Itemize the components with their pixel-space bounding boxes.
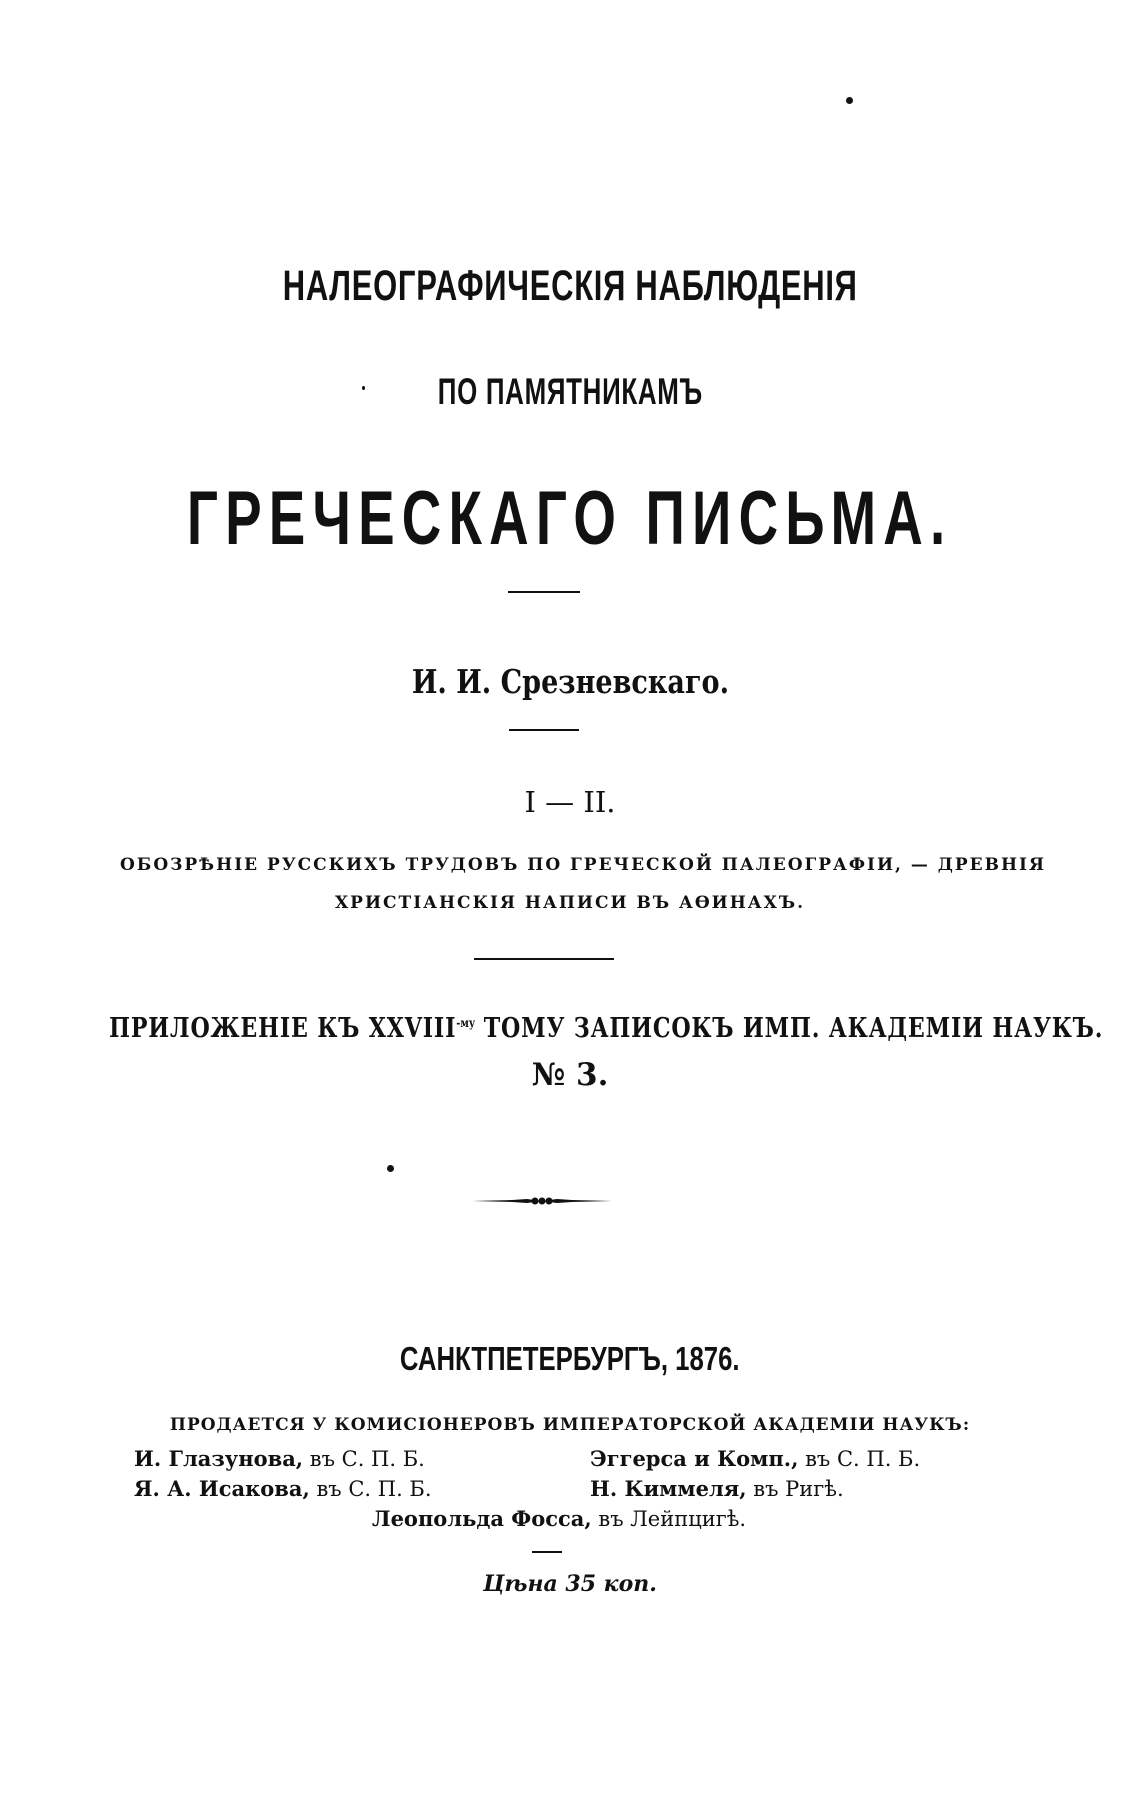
- title-line-1: НАЛЕОГРАФИЧЕСКІЯ НАБЛЮДЕНІЯ: [282, 262, 858, 310]
- distributor-isakov: Я. А. Исакова, въ С. П. Б.: [134, 1476, 432, 1501]
- distributor-glazunov: И. Глазунова, въ С. П. Б.: [134, 1446, 425, 1471]
- title-line-2: ПО ПАМЯТНИКАМЪ: [437, 371, 703, 412]
- divider-rule: [474, 958, 614, 960]
- distributor-voss: Леопольда Фосса, въ Лейпцигѣ.: [372, 1506, 747, 1531]
- imprint-city-year: САНКТПЕТЕРБУРГЪ, 1876.: [400, 1340, 740, 1377]
- description-line-1: ОБОЗРѢНІЕ РУССКИХЪ ТРУДОВЪ ПО ГРЕЧЕСКОЙ ПАЛЕОГРАФІИ, — ДРЕВНІЯ: [120, 855, 1046, 875]
- ornament-rule: [472, 1196, 612, 1206]
- volume-number: I — II.: [524, 785, 616, 819]
- divider-rule: [532, 1551, 562, 1553]
- description-line-2: ХРИСТІАНСКІЯ НАПИСИ ВЪ АѲИНАХЪ.: [334, 893, 805, 913]
- price-line: Цѣна 35 коп.: [483, 1571, 657, 1597]
- print-speck: [846, 97, 853, 104]
- sold-by-line: ПРОДАЕТСЯ У КОМИСІОНЕРОВЪ ИМПЕРАТОРСКОЙ АКАДЕМІИ НАУКЪ:: [169, 1415, 971, 1435]
- distributor-eggers: Эггерса и Комп., въ С. П. Б.: [590, 1446, 921, 1471]
- author-name: И. И. Срезневскаго.: [411, 662, 729, 701]
- title-line-3: ГРЕЧЕСКАГО ПИСЬМА.: [187, 476, 953, 561]
- distributor-kimmel: Н. Киммеля, въ Ригѣ.: [590, 1476, 844, 1501]
- print-speck: [387, 1165, 394, 1172]
- supplement-line: ПРИЛОЖЕНІЕ КЪ $XXVIII^{-му}$ ТОМУ ЗАПИСОКЪ ИМП. АКАДЕМІИ НАУКЪ.: [109, 1013, 1104, 1044]
- supplement-number: № 3.: [531, 1057, 609, 1093]
- divider-rule: [509, 729, 579, 731]
- divider-rule: [508, 591, 580, 593]
